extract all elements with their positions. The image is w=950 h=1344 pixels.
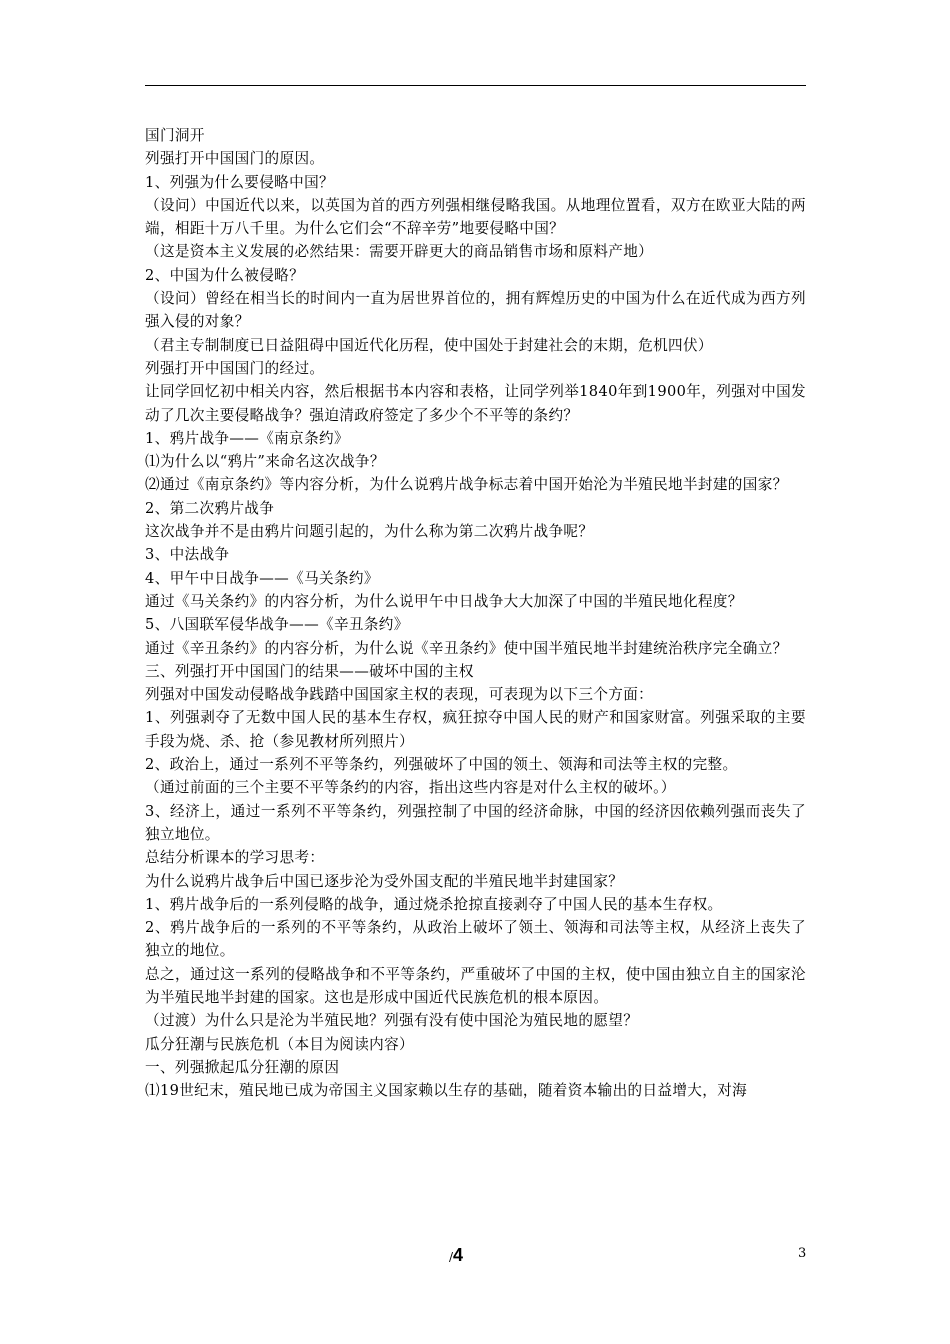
paragraph: 4、甲午中日战争——《马关条约》 [145, 569, 379, 587]
paragraph: （过渡）为什么只是沦为半殖民地？列强有没有使中国沦为殖民地的愿望？ [145, 1012, 639, 1030]
paragraph: 2、中国为什么被侵略？ [145, 266, 305, 284]
paragraph: 通过《马关条约》的内容分析，为什么说甲午中日战争大大加深了中国的半殖民地化程度？ [145, 592, 743, 610]
paragraph: 三、列强打开中国国门的结果——破坏中国的主权 [145, 662, 474, 680]
paragraph: ⑵通过《南京条约》等内容分析，为什么说鸦片战争标志着中国开始沦为半殖民地半封建的国家？ [145, 476, 788, 494]
paragraph: （设问）中国近代以来，以英国为首的西方列强相继侵略我国。从地理位置看，双方在欧亚大陆的两端，相距十万八千里。为什么它们会“不辞辛劳”地要侵略中国？ [145, 196, 806, 238]
document-body [145, 124, 806, 1102]
page-count-total: 4 [453, 1245, 464, 1265]
paragraph: 1、列强为什么要侵略中国？ [145, 173, 334, 191]
page-count-slash: / [449, 1250, 454, 1264]
paragraph: 总之，通过这一系列的侵略战争和不平等条约，严重破坏了中国的主权，使中国由独立自主的国家沦为半殖民地半封建的国家。这也是形成中国近代民族危机的根本原因。 [145, 965, 806, 1006]
paragraph: ⑴19世纪末，殖民地已成为帝国主义国家赖以生存的基础，随着资本输出的日益增大，对海 [145, 1082, 748, 1100]
paragraph: 列强对中国发动侵略战争践踏中国国家主权的表现，可表现为以下三个方面： [145, 686, 654, 704]
paragraph: 2、鸦片战争后的一系列的不平等条约，从政治上破坏了领土、领海和司法等主权，从经济上丧失了独立的地位。 [145, 919, 806, 960]
paragraph: 让同学回忆初中相关内容，然后根据书本内容和表格，让同学列举1840年到1900年，列强对中国发动了几次主要侵略战争？强迫清政府签定了多少个不平等的条约？ [145, 383, 806, 424]
paragraph: 5、八国联军侵华战争——《辛丑条约》 [145, 616, 409, 634]
paragraph: 1、鸦片战争——《南京条约》 [145, 429, 349, 447]
paragraph: 3、经济上，通过一系列不平等条约，列强控制了中国的经济命脉，中国的经济因依赖列强而丧失了独立地位。 [145, 802, 806, 843]
paragraph: 3、中法战争 [145, 546, 230, 564]
paragraph: 列强打开中国国门的经过。 [145, 359, 325, 377]
paragraph: 1、列强剥夺了无数中国人民的基本生存权，疯狂掠夺中国人民的财产和国家财富。列强采取的主要手段为烧、杀、抢（参见教材所列照片） [145, 709, 806, 750]
paragraph: 通过《辛丑条约》的内容分析，为什么说《辛丑条约》使中国半殖民地半封建统治秩序完全确立？ [145, 639, 788, 657]
page-count [449, 1245, 463, 1266]
paragraph: 瓜分狂潮与民族危机（本目为阅读内容） [145, 1035, 414, 1053]
paragraph: （君主专制制度已日益阻碍中国近代化历程，使中国处于封建社会的末期，危机四伏） [145, 336, 713, 354]
paragraph: 2、第二次鸦片战争 [145, 499, 275, 517]
paragraph: 为什么说鸦片战争后中国已逐步沦为受外国支配的半殖民地半封建国家？ [145, 872, 624, 890]
paragraph: （这是资本主义发展的必然结果：需要开辟更大的商品销售市场和原料产地） [145, 243, 654, 261]
paragraph: （设问）曾经在相当长的时间内一直为居世界首位的，拥有辉煌历史的中国为什么在近代成为西方列强入侵的对象？ [145, 290, 806, 331]
header-rule [145, 85, 806, 86]
paragraph: 1、鸦片战争后的一系列侵略的战争，通过烧杀抢掠直接剥夺了中国人民的基本生存权。 [145, 895, 723, 913]
paragraph: 这次战争并不是由鸦片问题引起的，为什么称为第二次鸦片战争呢？ [145, 523, 594, 541]
paragraph: 一、列强掀起瓜分狂潮的原因 [145, 1058, 340, 1076]
paragraph: 总结分析课本的学习思考： [145, 849, 325, 867]
paragraph: 2、政治上，通过一系列不平等条约，列强破坏了中国的领土、领海和司法等主权的完整。 [145, 756, 738, 774]
page-number: 3 [798, 1246, 807, 1261]
paragraph: （通过前面的三个主要不平等条约的内容，指出这些内容是对什么主权的破坏。） [145, 779, 676, 797]
paragraph: ⑴为什么以“鸦片”来命名这次战争？ [145, 453, 385, 471]
paragraph: 国门洞开 [145, 127, 205, 144]
paragraph: 列强打开中国国门的原因。 [145, 150, 325, 168]
